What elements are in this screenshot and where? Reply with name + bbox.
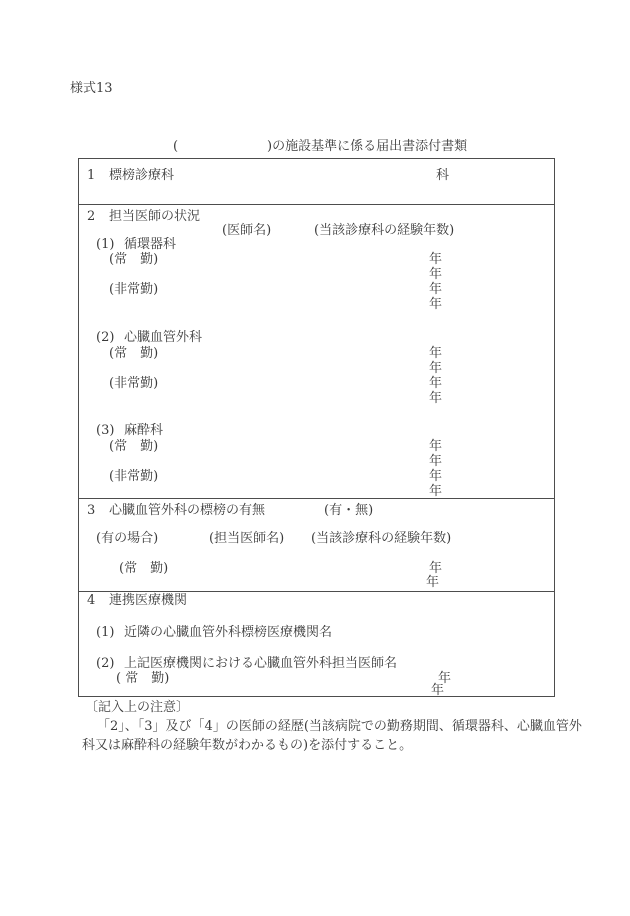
year-label: 年 bbox=[429, 484, 443, 499]
row4-item2-text: 上記医療機関における心臓血管外科担当医師名 bbox=[124, 656, 398, 671]
year-label: 年 bbox=[426, 575, 440, 590]
row-separator-1 bbox=[79, 204, 554, 205]
specialty-1-fulltime-label: (常 勤) bbox=[109, 252, 159, 267]
row1-label: 標榜診療科 bbox=[109, 168, 175, 183]
specialty-2-fulltime-label: (常 勤) bbox=[109, 346, 159, 361]
row3-doctor-name-column-label: (担当医師名) bbox=[209, 531, 285, 546]
row2-label: 担当医師の状況 bbox=[109, 209, 201, 224]
specialty-2-number: (2) bbox=[96, 330, 115, 345]
year-label: 年 bbox=[429, 439, 443, 454]
row4-item1-text: 近隣の心臓血管外科標榜医療機関名 bbox=[124, 625, 333, 640]
row3-label: 心臓血管外科の標榜の有無 bbox=[109, 503, 266, 518]
year-label: 年 bbox=[429, 469, 443, 484]
row3-yes-no-options: (有・無) bbox=[324, 503, 374, 518]
year-label: 年 bbox=[429, 561, 443, 576]
form-table bbox=[78, 158, 555, 697]
title-text: )の施設基準に係る届出書添付書類 bbox=[267, 139, 468, 154]
row4-number: 4 bbox=[87, 593, 96, 608]
specialty-3-fulltime-label: (常 勤) bbox=[109, 439, 159, 454]
row2-number: 2 bbox=[87, 209, 96, 224]
row3-experience-years-column-label: (当該診療科の経験年数) bbox=[311, 531, 452, 546]
form-number: 様式13 bbox=[70, 81, 113, 96]
row-separator-2 bbox=[79, 498, 554, 499]
specialty-2-name: 心臓血管外科 bbox=[124, 330, 203, 345]
row4-item2-number: (2) bbox=[96, 656, 115, 671]
year-label: 年 bbox=[429, 361, 443, 376]
row3-fulltime-label: (常 勤) bbox=[119, 561, 169, 576]
row1-number: 1 bbox=[87, 168, 96, 183]
year-label: 年 bbox=[429, 282, 443, 297]
doctor-name-column-label: (医師名) bbox=[222, 223, 272, 238]
year-label: 年 bbox=[429, 391, 443, 406]
notes-heading: 〔記入上の注意〕 bbox=[85, 700, 190, 715]
row3-if-yes-label: (有の場合) bbox=[96, 531, 159, 546]
year-label: 年 bbox=[429, 454, 443, 469]
notes-line-2: 科又は麻酔科の経験年数がわかるもの)を添付すること。 bbox=[82, 738, 413, 753]
year-label: 年 bbox=[429, 252, 443, 267]
year-label: 年 bbox=[429, 346, 443, 361]
specialty-2-parttime-label: (非常勤) bbox=[109, 376, 159, 391]
year-label: 年 bbox=[431, 683, 445, 698]
notes-line-1: 「2」、「3」及び「4」の医師の経歴(当該病院での勤務期間、循環器科、心臓血管外 bbox=[97, 719, 582, 734]
specialty-1-name: 循環器科 bbox=[124, 237, 177, 252]
year-label: 年 bbox=[438, 671, 452, 686]
row4-label: 連携医療機関 bbox=[109, 593, 188, 608]
specialty-1-parttime-label: (非常勤) bbox=[109, 282, 159, 297]
year-label: 年 bbox=[429, 267, 443, 282]
title-open-paren: ( bbox=[173, 139, 179, 154]
row3-number: 3 bbox=[87, 503, 96, 518]
specialty-3-number: (3) bbox=[96, 423, 115, 438]
year-label: 年 bbox=[429, 376, 443, 391]
experience-years-column-label: (当該診療科の経験年数) bbox=[314, 223, 455, 238]
row1-unit-label: 科 bbox=[436, 168, 450, 183]
row4-fulltime-label: ( 常 勤) bbox=[116, 671, 170, 686]
specialty-1-number: (1) bbox=[96, 237, 115, 252]
specialty-3-parttime-label: (非常勤) bbox=[109, 469, 159, 484]
year-label: 年 bbox=[429, 297, 443, 312]
row4-item1-number: (1) bbox=[96, 625, 115, 640]
specialty-3-name: 麻酔科 bbox=[124, 423, 164, 438]
row-separator-3 bbox=[79, 591, 554, 592]
